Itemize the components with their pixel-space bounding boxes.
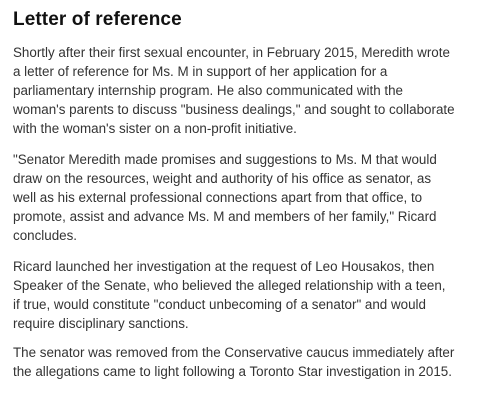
paragraph-line: if true, would constitute "conduct unbecoming of a senator" and would — [13, 297, 426, 312]
paragraph-line: The senator was removed from the Conservative caucus immediately after — [13, 345, 455, 360]
paragraph-line: Speaker of the Senate, who believed the alleged relationship with a teen, — [13, 278, 446, 293]
paragraph-line: the allegations came to light following a Toronto Star investigation in 2015. — [13, 364, 452, 379]
paragraph-line: with the woman's sister on a non-profit initiative. — [13, 121, 297, 136]
paragraph-line: parliamentary internship program. He also communicated with the — [13, 83, 403, 98]
paragraph-line: Shortly after their first sexual encounter, in February 2015, Meredith wrote — [13, 45, 450, 60]
paragraph-line: promote, assist and advance Ms. M and members of her family," Ricard — [13, 209, 437, 224]
paragraph-line: concludes. — [13, 228, 78, 243]
paragraph-line: a letter of reference for Ms. M in support of her application for a — [13, 64, 388, 79]
paragraph-line: draw on the resources, weight and authority of his office as senator, as — [13, 171, 432, 186]
paragraph-quote — [13, 150, 437, 245]
paragraph-line: well as his external professional connections apart from that office, to — [13, 190, 423, 205]
section-heading: Letter of reference — [13, 9, 182, 30]
paragraph-line: require disciplinary sanctions. — [13, 316, 189, 331]
paragraph-removal — [13, 343, 454, 381]
paragraph-line: woman's parents to discuss "business dealings," and sought to collaborate — [13, 102, 455, 117]
paragraph-line: Ricard launched her investigation at the request of Leo Housakos, then — [13, 259, 435, 274]
paragraph-investigation — [13, 257, 446, 333]
paragraph-line: "Senator Meredith made promises and suggestions to Ms. M that would — [13, 152, 437, 167]
paragraph-letter-of-reference — [13, 43, 455, 138]
article-body — [13, 0, 481, 379]
